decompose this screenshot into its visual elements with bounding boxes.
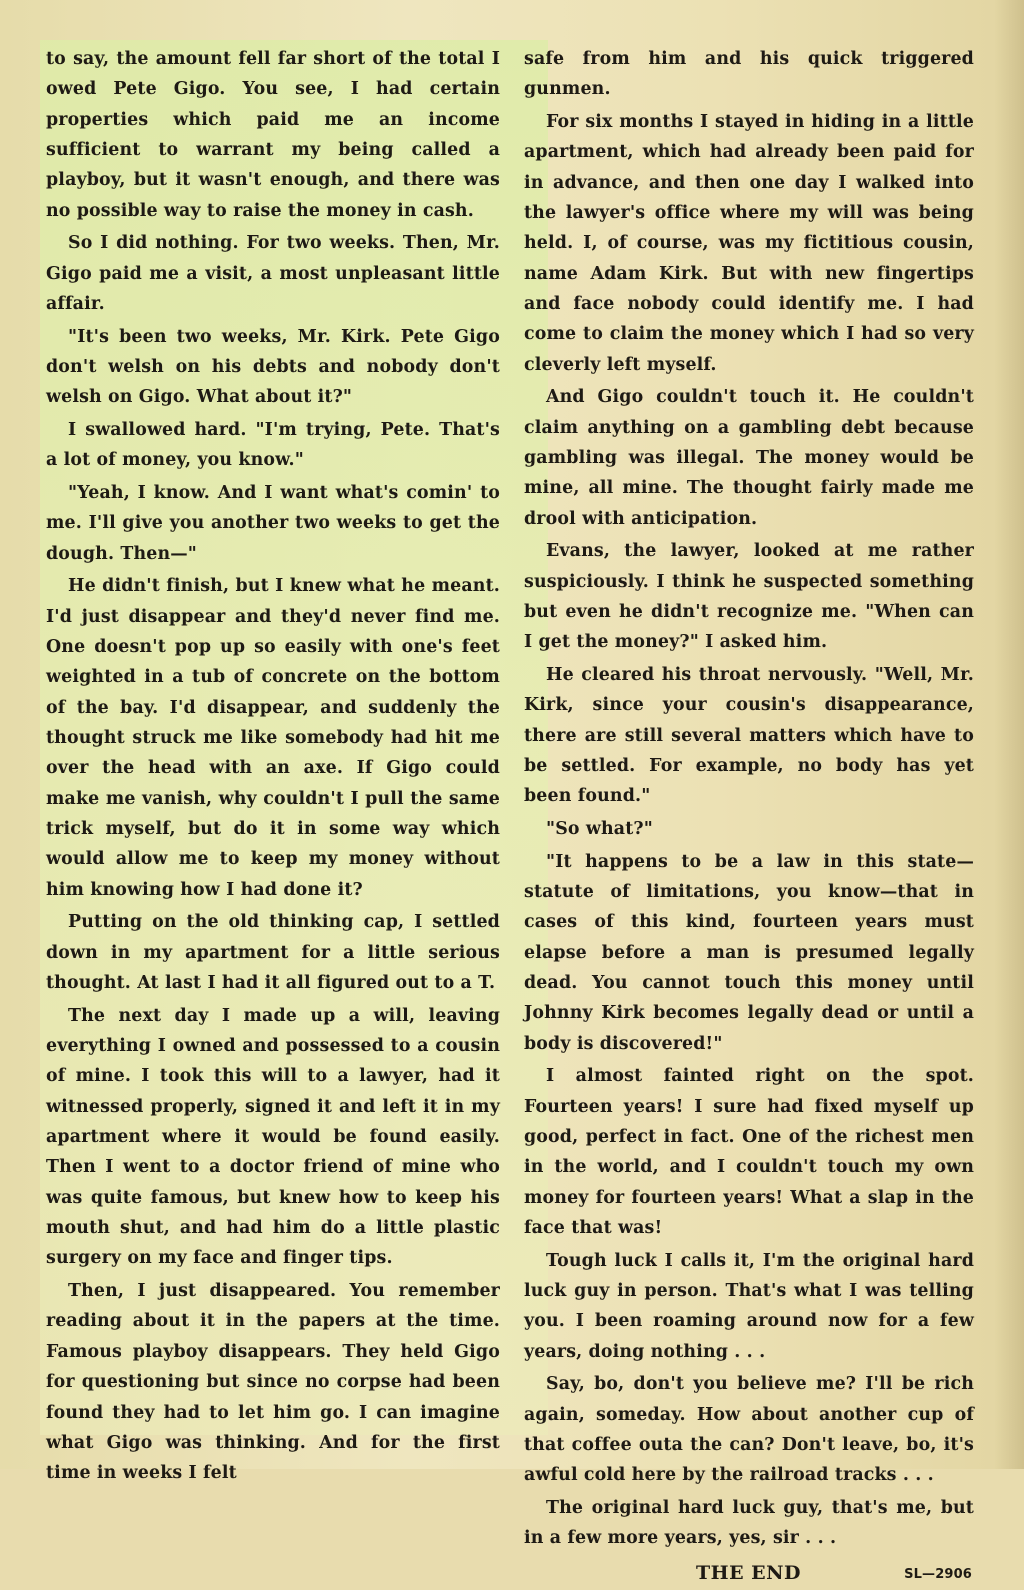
paragraph: "Yeah, I know. And I want what's comin' to me. I'll give you another two weeks to get the dough. Then—"	[46, 483, 500, 564]
page-edge-shadow	[994, 0, 1024, 1469]
paragraph: "So what?"	[546, 819, 653, 840]
paragraph: I swallowed hard. "I'm trying, Pete. That's a lot of money, you know."	[46, 420, 500, 471]
paragraph: I almost fainted right on the spot. Fourteen years! I sure had fixed myself up good, perfect in fact. One of the richest men in the world, and I couldn't touch my own money for fourteen years! What a slap in the face that was!	[524, 1066, 974, 1239]
paragraph: He cleared his throat nervously. "Well, Mr. Kirk, since your cousin's disappearance, there are still several matters which have to be settled. For example, no body has yet been found."	[524, 665, 974, 807]
paragraph: And Gigo couldn't touch it. He couldn't claim anything on a gambling debt because gambling was illegal. The money would be mine, all mine. The thought fairly made me drool with anticipation.	[524, 387, 974, 529]
paragraph: to say, the amount fell far short of the total I owed Pete Gigo. You see, I had certain properties which paid me an income sufficient to warrant my being called a playboy, but it wasn't enough, and there was no possible way to raise the money in cash.	[46, 49, 500, 221]
left-column	[46, 44, 500, 1491]
paragraph: "It's been two weeks, Mr. Kirk. Pete Gigo don't welsh on his debts and nobody don't welsh on Gigo. What about it?"	[46, 326, 500, 408]
right-column	[524, 44, 974, 1588]
paragraph: Say, bo, don't you believe me? I'll be rich again, someday. How about another cup of that coffee outa the can? Don't leave, bo, it's awful cold here by the railroad tracks . . .	[524, 1374, 974, 1486]
paragraph: So I did nothing. For two weeks. Then, Mr. Gigo paid me a visit, a most unpleasant little affair.	[46, 233, 500, 315]
paragraph: The next day I made up a will, leaving everything I owned and possessed to a cousin of mine. I took this will to a lawyer, had it witnessed properly, signed it and left it in my apartment where it would be found easily. Then I went to a doctor friend of mine who was quite famous, but knew how to keep his mouth shut, and had him do a little plastic surgery on my face and finger tips.	[46, 1005, 500, 1269]
paragraph: "It happens to be a law in this state—statute of limitations, you know—that in cases of this kind, fourteen years must elapse before a man is presumed legally dead. You cannot touch this money until Johnny Kirk becomes legally dead or until a body is discovered!"	[524, 851, 974, 1054]
paragraph: Then, I just disappeared. You remember reading about it in the papers at the time. Famous playboy disappears. They held Gigo for questioning but since no corpse had been found they had to let him go. I can imagine what Gigo was thinking. And for the first time in weeks I felt	[46, 1281, 500, 1484]
paragraph: Tough luck I calls it, I'm the original hard luck guy in person. That's what I was telling you. I been roaming around now for a few years, doing nothing . . .	[524, 1250, 974, 1362]
paragraph: Putting on the old thinking cap, I settled down in my apartment for a little serious thought. At last I had it all figured out to a T.	[46, 912, 500, 994]
end-title: THE END	[696, 1561, 802, 1584]
paragraph: The original hard luck guy, that's me, but in a few more years, yes, sir . . .	[524, 1498, 974, 1549]
paragraph: For six months I stayed in hiding in a little apartment, which had already been paid for in advance, and then one day I walked into the lawyer's office where my will was being held. I, of course, was my fictitious cousin, name Adam Kirk. But with new fingertips and face nobody could identify me. I had come to claim the money which I had so very cleverly left myself.	[524, 111, 974, 375]
paragraph: safe from him and his quick triggered gunmen.	[524, 49, 974, 100]
paragraph: He didn't finish, but I knew what he meant. I'd just disappear and they'd never find me. One doesn't pop up so easily with one's feet weighted in a tub of concrete on the bottom of the bay. I'd disappear, and suddenly the thought struck me like somebody had hit me over the head with an axe. If Gigo could make me vanish, why couldn't I pull the same trick myself, but do it in some way which would allow me to keep my money without him knowing how I had done it?	[46, 576, 500, 900]
story-footer	[524, 1558, 974, 1588]
paragraph: Evans, the lawyer, looked at me rather suspiciously. I think he suspected something but even he didn't recognize me. "When can I get the money?" I asked him.	[524, 541, 974, 653]
story-code: SL—2906	[904, 1566, 972, 1582]
